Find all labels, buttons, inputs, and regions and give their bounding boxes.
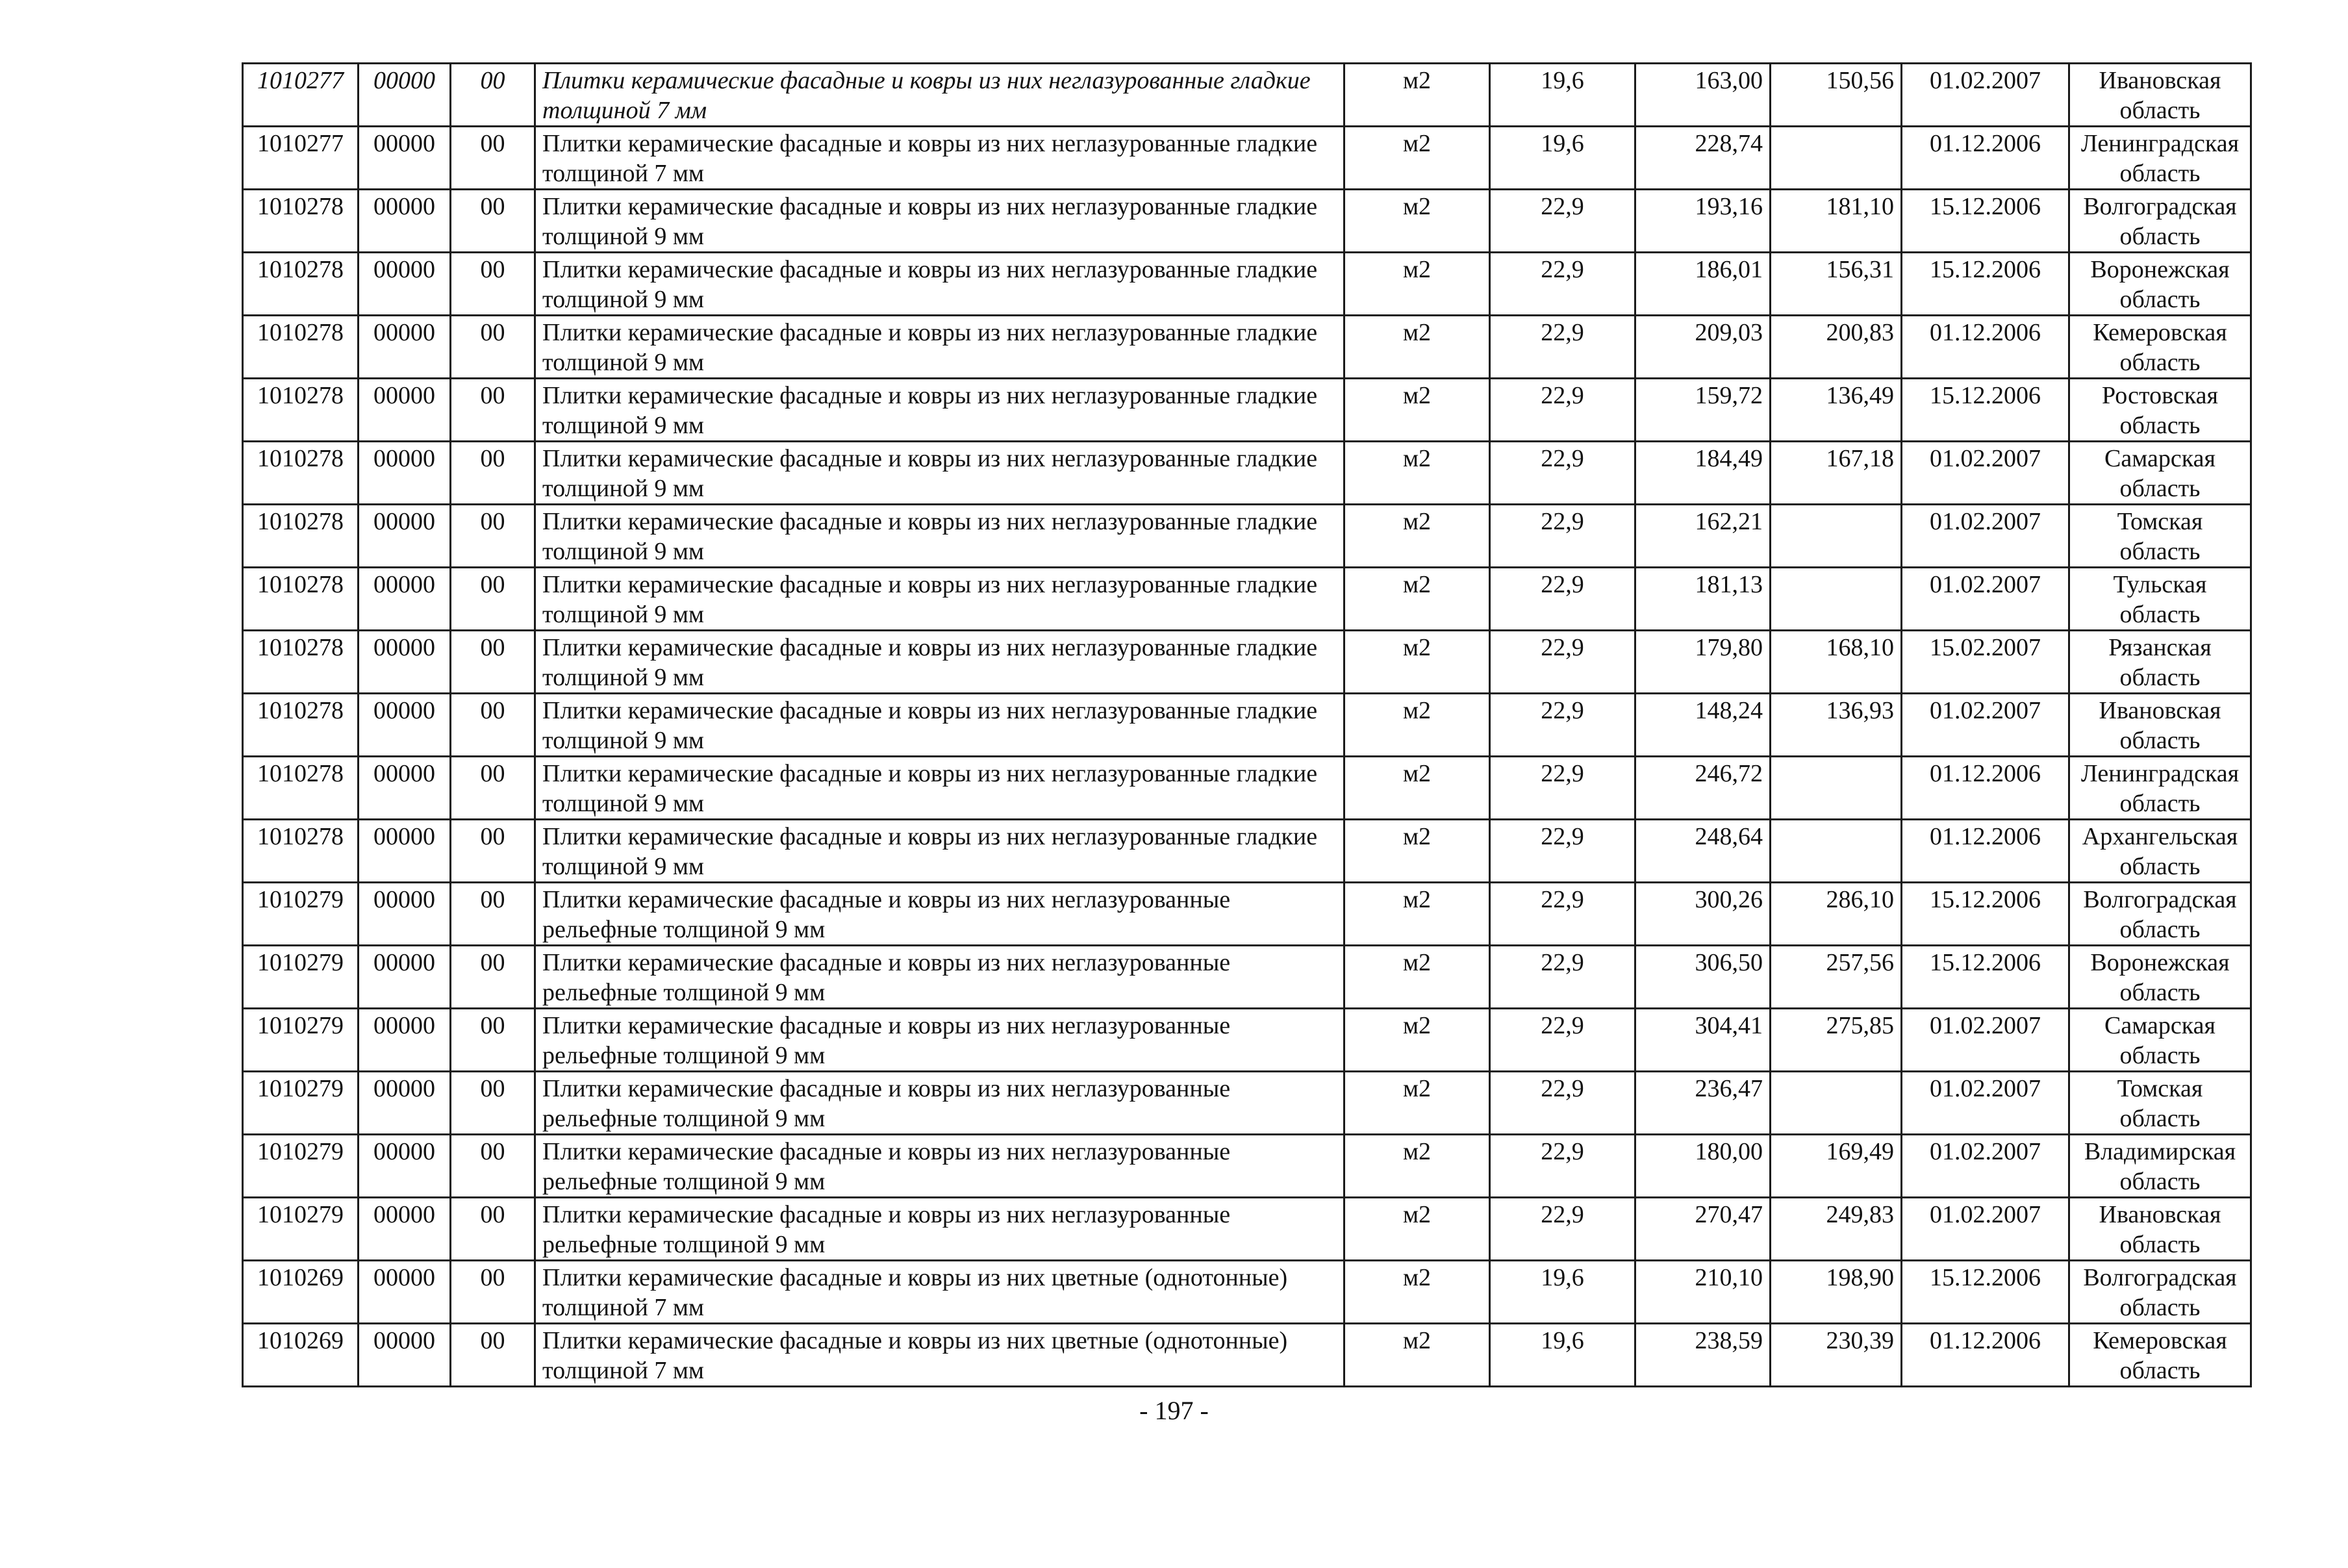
table-row <box>243 1009 2251 1072</box>
cell-unit: м2 <box>1344 631 1490 694</box>
cell-weight: 19,6 <box>1490 64 1635 127</box>
cell-name: Плитки керамические фасадные и ковры из них неглазурованные гладкие толщиной 9 мм <box>535 631 1344 694</box>
table-row <box>243 946 2251 1009</box>
cell-unit: м2 <box>1344 316 1490 379</box>
cell-price-1: 184,49 <box>1635 442 1771 505</box>
cell-price-2 <box>1771 757 1902 820</box>
cell-subcode: 00000 <box>359 1135 451 1198</box>
cell-code: 1010278 <box>243 316 359 379</box>
cell-subcode: 00000 <box>359 757 451 820</box>
table-row <box>243 190 2251 253</box>
cell-subcode: 00000 <box>359 316 451 379</box>
cell-price-2: 181,10 <box>1771 190 1902 253</box>
cell-price-1: 238,59 <box>1635 1324 1771 1387</box>
cell-code: 1010279 <box>243 946 359 1009</box>
cell-price-1: 148,24 <box>1635 694 1771 757</box>
cell-name: Плитки керамические фасадные и ковры из них неглазурованные рельефные толщиной 9 мм <box>535 1198 1344 1261</box>
cell-price-2 <box>1771 127 1902 190</box>
cell-extension: 00 <box>451 1198 535 1261</box>
cell-code: 1010278 <box>243 253 359 316</box>
cell-price-2: 275,85 <box>1771 1009 1902 1072</box>
cell-name: Плитки керамические фасадные и ковры из них неглазурованные гладкие толщиной 9 мм <box>535 568 1344 631</box>
cell-price-1: 159,72 <box>1635 379 1771 442</box>
cell-code: 1010278 <box>243 820 359 883</box>
cell-extension: 00 <box>451 1261 535 1324</box>
table-row <box>243 883 2251 946</box>
cell-date: 15.12.2006 <box>1902 190 2069 253</box>
cell-weight: 22,9 <box>1490 631 1635 694</box>
cell-price-1: 270,47 <box>1635 1198 1771 1261</box>
cell-unit: м2 <box>1344 1261 1490 1324</box>
cell-code: 1010279 <box>243 1135 359 1198</box>
cell-extension: 00 <box>451 1135 535 1198</box>
cell-unit: м2 <box>1344 1072 1490 1135</box>
cell-extension: 00 <box>451 1009 535 1072</box>
cell-price-2 <box>1771 1072 1902 1135</box>
cell-price-1: 300,26 <box>1635 883 1771 946</box>
cell-price-2: 169,49 <box>1771 1135 1902 1198</box>
cell-date: 01.02.2007 <box>1902 1009 2069 1072</box>
cell-subcode: 00000 <box>359 190 451 253</box>
cell-price-2 <box>1771 505 1902 568</box>
cell-code: 1010277 <box>243 64 359 127</box>
cell-subcode: 00000 <box>359 1324 451 1387</box>
cell-unit: м2 <box>1344 820 1490 883</box>
cell-price-1: 193,16 <box>1635 190 1771 253</box>
cell-extension: 00 <box>451 505 535 568</box>
cell-weight: 22,9 <box>1490 568 1635 631</box>
cell-price-1: 181,13 <box>1635 568 1771 631</box>
cell-price-1: 246,72 <box>1635 757 1771 820</box>
cell-name: Плитки керамические фасадные и ковры из них неглазурованные рельефные толщиной 9 мм <box>535 1009 1344 1072</box>
cell-extension: 00 <box>451 631 535 694</box>
table-row <box>243 442 2251 505</box>
cell-code: 1010269 <box>243 1261 359 1324</box>
cell-weight: 22,9 <box>1490 379 1635 442</box>
cell-extension: 00 <box>451 442 535 505</box>
cell-price-2: 168,10 <box>1771 631 1902 694</box>
cell-name: Плитки керамические фасадные и ковры из них неглазурованные рельефные толщиной 9 мм <box>535 1135 1344 1198</box>
cell-unit: м2 <box>1344 694 1490 757</box>
cell-extension: 00 <box>451 946 535 1009</box>
cell-name: Плитки керамические фасадные и ковры из них неглазурованные гладкие толщиной 9 мм <box>535 820 1344 883</box>
cell-weight: 22,9 <box>1490 253 1635 316</box>
cell-extension: 00 <box>451 316 535 379</box>
cell-price-2: 167,18 <box>1771 442 1902 505</box>
cell-date: 15.12.2006 <box>1902 379 2069 442</box>
cell-name: Плитки керамические фасадные и ковры из них неглазурованные рельефные толщиной 9 мм <box>535 883 1344 946</box>
cell-price-2: 136,49 <box>1771 379 1902 442</box>
cell-name: Плитки керамические фасадные и ковры из них цветные (однотонные) толщиной 7 мм <box>535 1324 1344 1387</box>
cell-date: 01.12.2006 <box>1902 1324 2069 1387</box>
cell-date: 15.02.2007 <box>1902 631 2069 694</box>
cell-unit: м2 <box>1344 442 1490 505</box>
cell-price-1: 306,50 <box>1635 946 1771 1009</box>
cell-weight: 22,9 <box>1490 946 1635 1009</box>
cell-subcode: 00000 <box>359 379 451 442</box>
cell-region: Ленинградская область <box>2069 127 2251 190</box>
cell-region: Ивановская область <box>2069 694 2251 757</box>
cell-unit: м2 <box>1344 568 1490 631</box>
cell-unit: м2 <box>1344 190 1490 253</box>
cell-unit: м2 <box>1344 253 1490 316</box>
cell-price-1: 248,64 <box>1635 820 1771 883</box>
cell-price-1: 209,03 <box>1635 316 1771 379</box>
cell-region: Кемеровская область <box>2069 1324 2251 1387</box>
cell-region: Кемеровская область <box>2069 316 2251 379</box>
cell-name: Плитки керамические фасадные и ковры из них неглазурованные гладкие толщиной 9 мм <box>535 757 1344 820</box>
cell-unit: м2 <box>1344 1324 1490 1387</box>
cell-weight: 22,9 <box>1490 883 1635 946</box>
cell-unit: м2 <box>1344 1198 1490 1261</box>
page-number: - 197 - <box>1139 1396 1209 1425</box>
cell-unit: м2 <box>1344 883 1490 946</box>
cell-weight: 22,9 <box>1490 316 1635 379</box>
cell-price-2: 200,83 <box>1771 316 1902 379</box>
cell-name: Плитки керамические фасадные и ковры из них неглазурованные гладкие толщиной 9 мм <box>535 190 1344 253</box>
cell-weight: 22,9 <box>1490 442 1635 505</box>
cell-unit: м2 <box>1344 505 1490 568</box>
cell-subcode: 00000 <box>359 1198 451 1261</box>
cell-date: 01.02.2007 <box>1902 64 2069 127</box>
table-row <box>243 568 2251 631</box>
cell-price-2 <box>1771 568 1902 631</box>
cell-weight: 22,9 <box>1490 1072 1635 1135</box>
cell-name: Плитки керамические фасадные и ковры из них неглазурованные гладкие толщиной 9 мм <box>535 442 1344 505</box>
cell-date: 01.02.2007 <box>1902 1198 2069 1261</box>
cell-region: Ростовская область <box>2069 379 2251 442</box>
price-table <box>242 62 2252 1387</box>
cell-region: Волгоградская область <box>2069 1261 2251 1324</box>
table-row <box>243 64 2251 127</box>
cell-weight: 22,9 <box>1490 820 1635 883</box>
cell-extension: 00 <box>451 190 535 253</box>
cell-extension: 00 <box>451 379 535 442</box>
cell-weight: 22,9 <box>1490 505 1635 568</box>
table-row <box>243 1072 2251 1135</box>
cell-price-2: 136,93 <box>1771 694 1902 757</box>
cell-name: Плитки керамические фасадные и ковры из них неглазурованные гладкие толщиной 9 мм <box>535 505 1344 568</box>
table-row <box>243 505 2251 568</box>
cell-date: 01.02.2007 <box>1902 1135 2069 1198</box>
cell-weight: 22,9 <box>1490 190 1635 253</box>
cell-code: 1010278 <box>243 190 359 253</box>
cell-price-1: 304,41 <box>1635 1009 1771 1072</box>
cell-unit: м2 <box>1344 1009 1490 1072</box>
cell-code: 1010279 <box>243 883 359 946</box>
cell-subcode: 00000 <box>359 127 451 190</box>
cell-code: 1010278 <box>243 442 359 505</box>
cell-extension: 00 <box>451 64 535 127</box>
cell-date: 01.12.2006 <box>1902 316 2069 379</box>
cell-subcode: 00000 <box>359 631 451 694</box>
cell-unit: м2 <box>1344 1135 1490 1198</box>
cell-extension: 00 <box>451 820 535 883</box>
cell-weight: 19,6 <box>1490 127 1635 190</box>
cell-unit: м2 <box>1344 127 1490 190</box>
cell-extension: 00 <box>451 883 535 946</box>
cell-subcode: 00000 <box>359 946 451 1009</box>
cell-name: Плитки керамические фасадные и ковры из них неглазурованные гладкие толщиной 9 мм <box>535 253 1344 316</box>
cell-region: Томская область <box>2069 1072 2251 1135</box>
cell-price-2: 198,90 <box>1771 1261 1902 1324</box>
cell-weight: 22,9 <box>1490 694 1635 757</box>
cell-name: Плитки керамические фасадные и ковры из них неглазурованные гладкие толщиной 7 мм <box>535 64 1344 127</box>
cell-extension: 00 <box>451 757 535 820</box>
cell-subcode: 00000 <box>359 253 451 316</box>
cell-code: 1010278 <box>243 379 359 442</box>
cell-price-2: 156,31 <box>1771 253 1902 316</box>
cell-price-2: 249,83 <box>1771 1198 1902 1261</box>
table-row <box>243 253 2251 316</box>
cell-weight: 22,9 <box>1490 1198 1635 1261</box>
cell-code: 1010277 <box>243 127 359 190</box>
cell-code: 1010279 <box>243 1198 359 1261</box>
cell-date: 15.12.2006 <box>1902 1261 2069 1324</box>
cell-subcode: 00000 <box>359 64 451 127</box>
cell-date: 01.02.2007 <box>1902 568 2069 631</box>
cell-subcode: 00000 <box>359 1009 451 1072</box>
cell-region: Ленинградская область <box>2069 757 2251 820</box>
cell-name: Плитки керамические фасадные и ковры из них неглазурованные рельефные толщиной 9 мм <box>535 1072 1344 1135</box>
cell-price-1: 236,47 <box>1635 1072 1771 1135</box>
cell-subcode: 00000 <box>359 505 451 568</box>
cell-weight: 22,9 <box>1490 1135 1635 1198</box>
table-row <box>243 127 2251 190</box>
cell-region: Самарская область <box>2069 1009 2251 1072</box>
cell-price-1: 162,21 <box>1635 505 1771 568</box>
cell-region: Воронежская область <box>2069 253 2251 316</box>
cell-date: 01.12.2006 <box>1902 757 2069 820</box>
cell-region: Владимирская область <box>2069 1135 2251 1198</box>
cell-price-2: 230,39 <box>1771 1324 1902 1387</box>
cell-code: 1010278 <box>243 694 359 757</box>
cell-weight: 19,6 <box>1490 1261 1635 1324</box>
table-row <box>243 1261 2251 1324</box>
table-row <box>243 379 2251 442</box>
cell-code: 1010269 <box>243 1324 359 1387</box>
cell-price-1: 228,74 <box>1635 127 1771 190</box>
cell-extension: 00 <box>451 694 535 757</box>
cell-date: 15.12.2006 <box>1902 883 2069 946</box>
cell-region: Воронежская область <box>2069 946 2251 1009</box>
cell-name: Плитки керамические фасадные и ковры из них неглазурованные гладкие толщиной 9 мм <box>535 694 1344 757</box>
cell-region: Тульская область <box>2069 568 2251 631</box>
cell-date: 01.02.2007 <box>1902 1072 2069 1135</box>
cell-unit: м2 <box>1344 757 1490 820</box>
cell-extension: 00 <box>451 127 535 190</box>
cell-subcode: 00000 <box>359 694 451 757</box>
cell-date: 01.02.2007 <box>1902 505 2069 568</box>
cell-date: 01.02.2007 <box>1902 694 2069 757</box>
cell-unit: м2 <box>1344 946 1490 1009</box>
cell-subcode: 00000 <box>359 1072 451 1135</box>
cell-weight: 22,9 <box>1490 1009 1635 1072</box>
cell-code: 1010278 <box>243 631 359 694</box>
table-row <box>243 1135 2251 1198</box>
cell-price-2: 257,56 <box>1771 946 1902 1009</box>
cell-date: 15.12.2006 <box>1902 946 2069 1009</box>
table-row <box>243 757 2251 820</box>
cell-code: 1010278 <box>243 505 359 568</box>
cell-date: 01.12.2006 <box>1902 820 2069 883</box>
cell-weight: 19,6 <box>1490 1324 1635 1387</box>
cell-region: Архангельская область <box>2069 820 2251 883</box>
cell-subcode: 00000 <box>359 442 451 505</box>
cell-name: Плитки керамические фасадные и ковры из них неглазурованные рельефные толщиной 9 мм <box>535 946 1344 1009</box>
cell-price-2 <box>1771 820 1902 883</box>
cell-region: Ивановская область <box>2069 64 2251 127</box>
cell-price-1: 179,80 <box>1635 631 1771 694</box>
cell-unit: м2 <box>1344 379 1490 442</box>
cell-price-2: 286,10 <box>1771 883 1902 946</box>
cell-subcode: 00000 <box>359 1261 451 1324</box>
cell-code: 1010278 <box>243 568 359 631</box>
cell-name: Плитки керамические фасадные и ковры из них цветные (однотонные) толщиной 7 мм <box>535 1261 1344 1324</box>
cell-code: 1010279 <box>243 1009 359 1072</box>
cell-subcode: 00000 <box>359 820 451 883</box>
cell-code: 1010279 <box>243 1072 359 1135</box>
cell-subcode: 00000 <box>359 883 451 946</box>
cell-date: 15.12.2006 <box>1902 253 2069 316</box>
cell-extension: 00 <box>451 1324 535 1387</box>
cell-price-1: 186,01 <box>1635 253 1771 316</box>
cell-region: Волгоградская область <box>2069 190 2251 253</box>
cell-name: Плитки керамические фасадные и ковры из них неглазурованные гладкие толщиной 9 мм <box>535 316 1344 379</box>
cell-weight: 22,9 <box>1490 757 1635 820</box>
cell-code: 1010278 <box>243 757 359 820</box>
cell-region: Самарская область <box>2069 442 2251 505</box>
cell-subcode: 00000 <box>359 568 451 631</box>
cell-price-1: 180,00 <box>1635 1135 1771 1198</box>
cell-extension: 00 <box>451 1072 535 1135</box>
cell-region: Томская область <box>2069 505 2251 568</box>
cell-price-1: 163,00 <box>1635 64 1771 127</box>
cell-region: Ивановская область <box>2069 1198 2251 1261</box>
cell-extension: 00 <box>451 253 535 316</box>
table-row <box>243 694 2251 757</box>
table-row <box>243 820 2251 883</box>
table-row <box>243 316 2251 379</box>
cell-extension: 00 <box>451 568 535 631</box>
cell-price-1: 210,10 <box>1635 1261 1771 1324</box>
cell-name: Плитки керамические фасадные и ковры из них неглазурованные гладкие толщиной 9 мм <box>535 379 1344 442</box>
cell-region: Рязанская область <box>2069 631 2251 694</box>
cell-unit: м2 <box>1344 64 1490 127</box>
table-row <box>243 1324 2251 1387</box>
cell-name: Плитки керамические фасадные и ковры из них неглазурованные гладкие толщиной 7 мм <box>535 127 1344 190</box>
cell-price-2: 150,56 <box>1771 64 1902 127</box>
cell-region: Волгоградская область <box>2069 883 2251 946</box>
cell-date: 01.02.2007 <box>1902 442 2069 505</box>
table-row <box>243 631 2251 694</box>
table-row <box>243 1198 2251 1261</box>
cell-date: 01.12.2006 <box>1902 127 2069 190</box>
